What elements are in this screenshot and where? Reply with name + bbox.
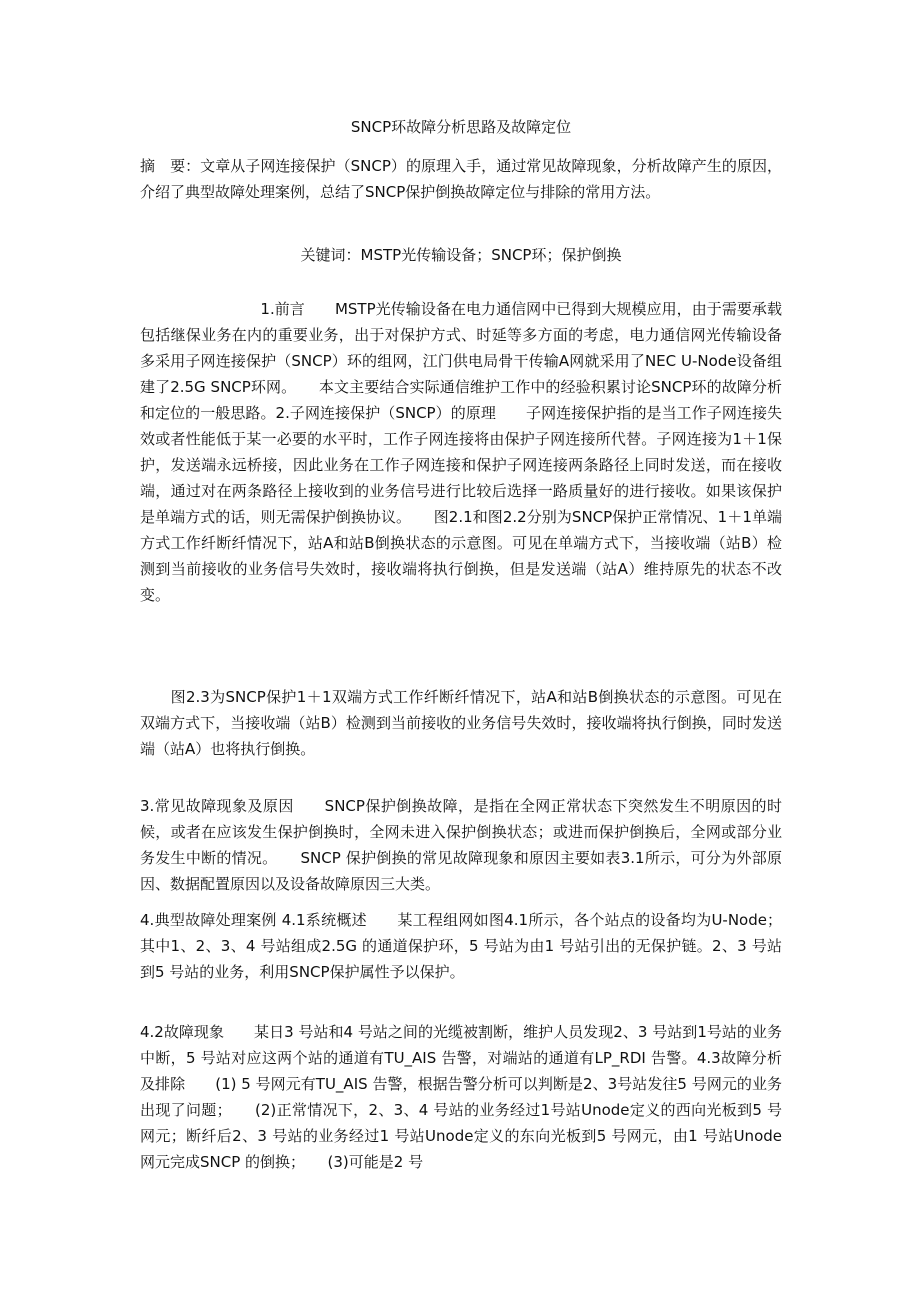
keywords-line: 关键词：MSTP光传输设备；SNCP环；保护倒换 [300,246,622,264]
fault-analysis-paragraph: 4.2故障现象 某日3 号站和4 号站之间的光缆被割断，维护人员发现2、3 号站到1号站的业务中断，5 号站对应这两个站的通道有TU_AIS 告警，对端站的通道有LP_RDI 告警。4.3故障分析及排除 (1) 5 号网元有TU_AIS 告警，根据告警分析可以判断是2、3号站发往5 号网元的业务出现了问题； (2)正常情况下，2、3、4 号站的业务经过1号站Unode定义的西向光板到5 号网元；断纤后2、3 号站的业务经过1 号站Unode定义的东向光板到5 号网元，由1 号站Unode网元完成SNCP 的倒换； (3)可能是2 号 [140,1023,782,1171]
case-overview-paragraph: 4.典型故障处理案例 4.1系统概述 某工程组网如图4.1所示，各个站点的设备均为U-Node；其中1、2、3、4 号站组成2.5G 的通道保护环，5 号站为由1 号站引出的无保护链。2、3 号站到5 号站的业务，利用SNCP保护属性予以保护。 [140,911,782,981]
intro-and-principle-paragraph: 1.前言 MSTP光传输设备在电力通信网中已得到大规模应用，由于需要承载包括继保业务在内的重要业务，出于对保护方式、时延等多方面的考虑，电力通信网光传输设备多采用子网连接保护（SNCP）环的组网，江门供电局骨干传输A网就采用了NEC U-Node设备组建了2.5G SNCP环网。 本文主要结合实际通信维护工作中的经验积累讨论SNCP环的故障分析和定位的一般思路。2.子网连接保护（SNCP）的原理 子网连接保护指的是当工作子网连接失效或者性能低于某一必要的水平时，工作子网连接将由保护子网连接所代替。子网连接为1＋1保护，发送端永远桥接，因此业务在工作子网连接和保护子网连接两条路径上同时发送，而在接收端，通过对在两条路径上接收到的业务信号进行比较后选择一路质量好的进行接收。如果该保护是单端方式的话，则无需保护倒换协议。 图2.1和图2.2分别为SNCP保护正常情况、1＋1单端方式工作纤断纤情况下，站A和站B倒换状态的示意图。可见在单端方式下，当接收端（站B）检测到当前接收的业务信号失效时，接收端将执行倒换，但是发送端（站A）维持原先的状态不改变。 [140,300,782,604]
document-title: SNCP环故障分析思路及故障定位 [350,118,572,136]
common-fault-paragraph: 3.常见故障现象及原因 SNCP保护倒换故障，是指在全网正常状态下突然发生不明原因的时候，或者在应该发生保护倒换时，全网未进入保护倒换状态；或进而保护倒换后，全网或部分业务发生中断的情况。 SNCP 保护倒换的常见故障现象和原因主要如表3.1所示，可分为外部原因、数据配置原因以及设备故障原因三大类。 [140,797,782,893]
figure-description-paragraph: 图2.3为SNCP保护1＋1双端方式工作纤断纤情况下，站A和站B倒换状态的示意图。可见在双端方式下，当接收端（站B）检测到当前接收的业务信号失效时，接收端将执行倒换，同时发送端（站A）也将执行倒换。 [140,688,782,758]
abstract-paragraph: 摘 要：文章从子网连接保护（SNCP）的原理入手，通过常见故障现象，分析故障产生的原因，介绍了典型故障处理案例，总结了SNCP保护倒换故障定位与排除的常用方法。 [140,157,782,201]
